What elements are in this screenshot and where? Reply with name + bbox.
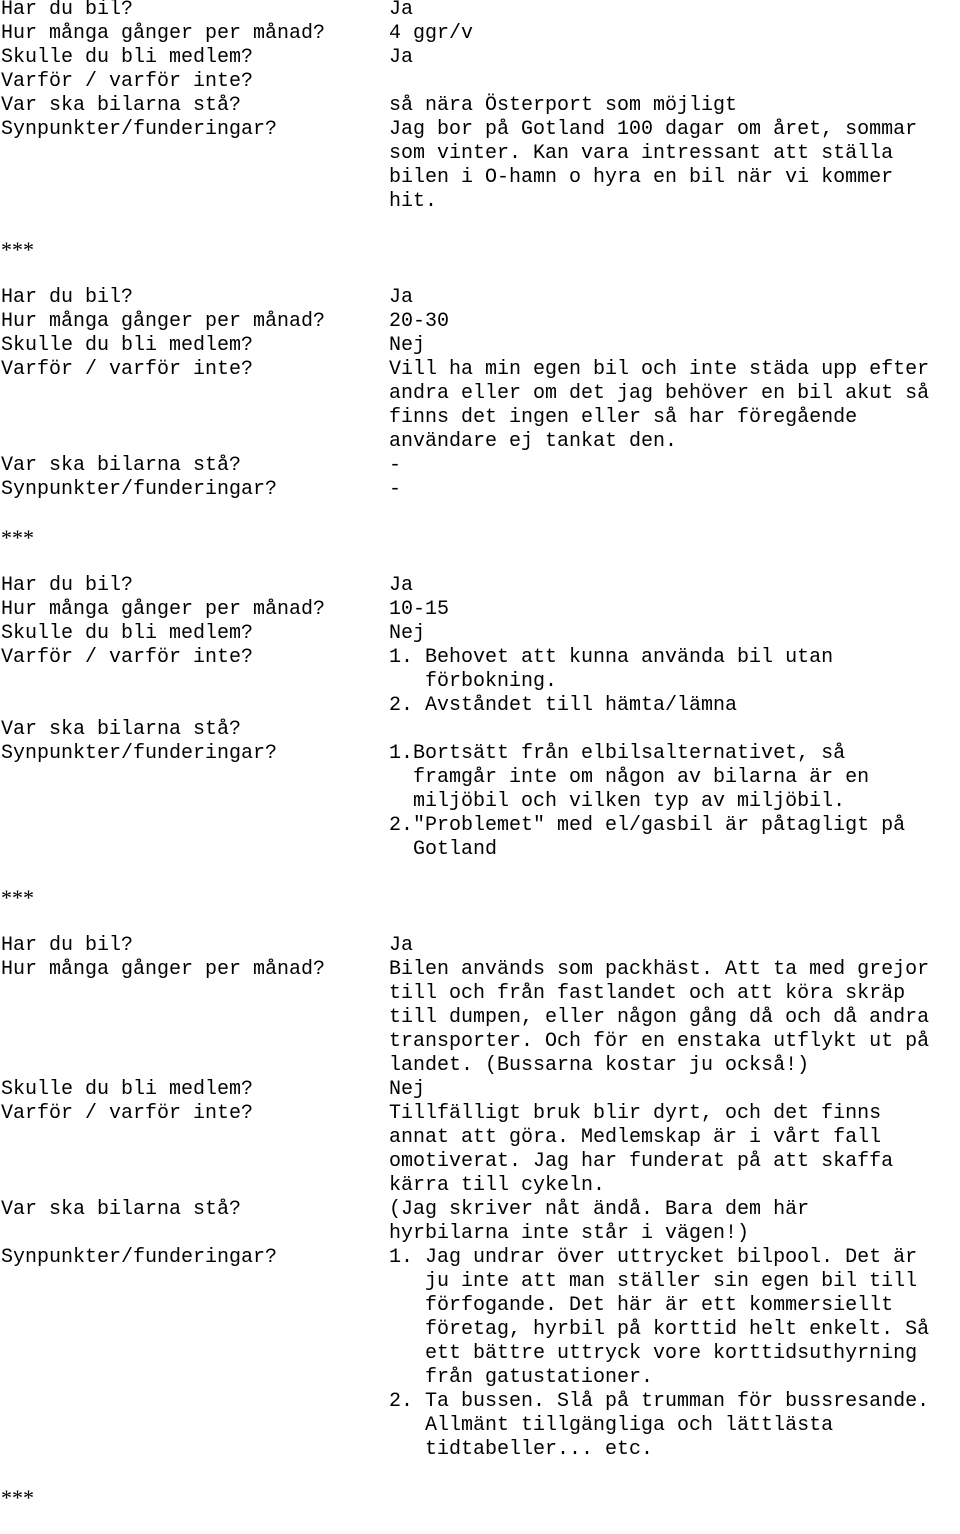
answer-line: hyrbilarna inte står i vägen!)	[389, 1222, 750, 1245]
answer-line: annat att göra. Medlemskap är i vårt fall	[389, 1126, 882, 1149]
question-label: Synpunkter/funderingar?	[1, 118, 278, 141]
answer	[389, 286, 959, 310]
question-label: Varför / varför inte?	[1, 358, 254, 381]
answer-line: så nära Österport som möjligt	[389, 94, 738, 117]
answer	[389, 334, 959, 358]
survey-response	[1, 574, 959, 862]
answer-line: (Jag skriver nåt ändå. Bara dem här	[389, 1198, 810, 1221]
answer-line: förfogande. Det här är ett kommersiellt	[389, 1294, 894, 1317]
answer	[389, 46, 959, 70]
answer-line: Nej	[389, 334, 426, 357]
question-label: Skulle du bli medlem?	[1, 334, 254, 357]
answer-line: ju inte att man ställer sin egen bil till	[389, 1270, 918, 1293]
question-label: Var ska bilarna stå?	[1, 718, 242, 741]
answer-line: 1. Jag undrar över uttrycket bilpool. Det är	[389, 1246, 918, 1269]
answer	[389, 1198, 959, 1246]
answer-line	[389, 70, 959, 94]
answer	[389, 310, 959, 334]
answer	[389, 958, 959, 1078]
question-row-why-why-not	[1, 1102, 959, 1198]
answer-line: Gotland	[389, 838, 498, 861]
question-row-car-location	[1, 1198, 959, 1246]
answer-line: 2. Avståndet till hämta/lämna	[389, 694, 738, 717]
answer	[389, 934, 959, 958]
survey-response	[1, 286, 959, 502]
question-label: Varför / varför inte?	[1, 1102, 254, 1125]
answer	[389, 1102, 959, 1198]
question-label: Varför / varför inte?	[1, 70, 254, 93]
answer	[389, 70, 959, 94]
answer-line: framgår inte om någon av bilarna är en	[389, 766, 870, 789]
question-row-has-car	[1, 0, 959, 22]
answer	[389, 358, 959, 454]
question-row-times-per-month	[1, 22, 959, 46]
question-row-has-car	[1, 934, 959, 958]
question-row-why-why-not	[1, 646, 959, 718]
answer	[389, 22, 959, 46]
question-row-comments	[1, 742, 959, 862]
question-row-why-why-not	[1, 358, 959, 454]
question-row-would-join	[1, 334, 959, 358]
answer-line: som vinter. Kan vara intressant att ställa	[389, 142, 894, 165]
survey-document	[1, 0, 959, 1534]
question-label: Skulle du bli medlem?	[1, 1078, 254, 1101]
question-label: Hur många gånger per månad?	[1, 598, 326, 621]
answer	[389, 646, 959, 718]
question-label: Har du bil?	[1, 286, 134, 309]
survey-response	[1, 934, 959, 1462]
question-label: Hur många gånger per månad?	[1, 958, 326, 981]
answer-line: 4 ggr/v	[389, 22, 474, 45]
question-row-comments	[1, 1246, 959, 1462]
answer	[389, 478, 959, 502]
answer-line: -	[389, 478, 402, 501]
answer-line: 20-30	[389, 310, 450, 333]
answer-line	[389, 718, 959, 742]
answer	[389, 0, 959, 22]
answer-line: bilen i O-hamn o hyra en bil när vi kommer	[389, 166, 894, 189]
question-label: Hur många gånger per månad?	[1, 22, 326, 45]
answer-line: Bilen används som packhäst. Att ta med grejor	[389, 958, 930, 981]
answer-line: Tillfälligt bruk blir dyrt, och det finns	[389, 1102, 882, 1125]
answer	[389, 94, 959, 118]
answer	[389, 718, 959, 742]
answer-line: företag, hyrbil på korttid helt enkelt. Så	[389, 1318, 930, 1341]
answer-line: 2. Ta bussen. Slå på trumman för bussresande.	[389, 1390, 930, 1413]
question-row-times-per-month	[1, 310, 959, 334]
answer-line: finns det ingen eller så har föregående	[389, 406, 858, 429]
answer-line: Ja	[389, 934, 414, 957]
answer-line: Ja	[389, 46, 414, 69]
answer-line: Ja	[389, 0, 414, 21]
answer-line: 10-15	[389, 598, 450, 621]
answer	[389, 118, 959, 214]
question-row-car-location	[1, 718, 959, 742]
question-row-car-location	[1, 454, 959, 478]
question-label: Har du bil?	[1, 574, 134, 597]
answer-line: Ja	[389, 286, 414, 309]
answer-line: 1.Bortsätt från elbilsalternativet, så	[389, 742, 846, 765]
question-label: Har du bil?	[1, 0, 134, 21]
answer-line: till dumpen, eller någon gång då och då andra	[389, 1006, 930, 1029]
answer-line: miljöbil och vilken typ av miljöbil.	[389, 790, 846, 813]
separator: ***	[1, 525, 34, 550]
question-row-would-join	[1, 46, 959, 70]
separator: ***	[1, 1485, 34, 1510]
question-label: Synpunkter/funderingar?	[1, 742, 278, 765]
answer-line: förbokning.	[389, 670, 558, 693]
answer-line: Jag bor på Gotland 100 dagar om året, sommar	[389, 118, 918, 141]
separator: ***	[1, 885, 34, 910]
answer-line: ett bättre uttryck vore korttidsuthyrning	[389, 1342, 918, 1365]
answer-line: 2."Problemet" med el/gasbil är påtagligt på	[389, 814, 906, 837]
question-label: Synpunkter/funderingar?	[1, 478, 278, 501]
question-label: Var ska bilarna stå?	[1, 1198, 242, 1221]
question-label: Skulle du bli medlem?	[1, 622, 254, 645]
question-label: Varför / varför inte?	[1, 646, 254, 669]
question-row-comments	[1, 478, 959, 502]
question-row-times-per-month	[1, 598, 959, 622]
answer-line: -	[389, 454, 402, 477]
question-row-would-join	[1, 1078, 959, 1102]
answer-line: hit.	[389, 190, 438, 213]
answer-line: omotiverat. Jag har funderat på att skaffa	[389, 1150, 894, 1173]
question-row-would-join	[1, 622, 959, 646]
answer-line: landet. (Bussarna kostar ju också!)	[389, 1054, 810, 1077]
question-row-car-location	[1, 94, 959, 118]
answer-line: användare ej tankat den.	[389, 430, 678, 453]
answer-line: tidtabeller... etc.	[389, 1438, 654, 1461]
separator: ***	[1, 237, 34, 262]
answer-line: Ja	[389, 574, 414, 597]
answer-line: kärra till cykeln.	[389, 1174, 606, 1197]
question-label: Var ska bilarna stå?	[1, 454, 242, 477]
answer-line: andra eller om det jag behöver en bil akut så	[389, 382, 930, 405]
answer-line: Allmänt tillgängliga och lättlästa	[389, 1414, 834, 1437]
question-label: Hur många gånger per månad?	[1, 310, 326, 333]
answer	[389, 622, 959, 646]
answer	[389, 1078, 959, 1102]
answer-line: Nej	[389, 622, 426, 645]
answer-line: till och från fastlandet och att köra skräp	[389, 982, 906, 1005]
answer-line: transporter. Och för en enstaka utflykt ut på	[389, 1030, 930, 1053]
question-row-has-car	[1, 574, 959, 598]
question-label: Skulle du bli medlem?	[1, 46, 254, 69]
answer-line: Nej	[389, 1078, 426, 1101]
survey-response	[1, 0, 959, 214]
question-label: Har du bil?	[1, 934, 134, 957]
question-label: Var ska bilarna stå?	[1, 94, 242, 117]
answer	[389, 574, 959, 598]
answer-line: Vill ha min egen bil och inte städa upp efter	[389, 358, 930, 381]
question-row-why-why-not	[1, 70, 959, 94]
answer	[389, 742, 959, 862]
answer-line: från gatustationer.	[389, 1366, 654, 1389]
question-label: Synpunkter/funderingar?	[1, 1246, 278, 1269]
answer-line: 1. Behovet att kunna använda bil utan	[389, 646, 834, 669]
question-row-has-car	[1, 286, 959, 310]
answer	[389, 454, 959, 478]
question-row-comments	[1, 118, 959, 214]
question-row-times-per-month	[1, 958, 959, 1078]
answer	[389, 598, 959, 622]
answer	[389, 1246, 959, 1462]
